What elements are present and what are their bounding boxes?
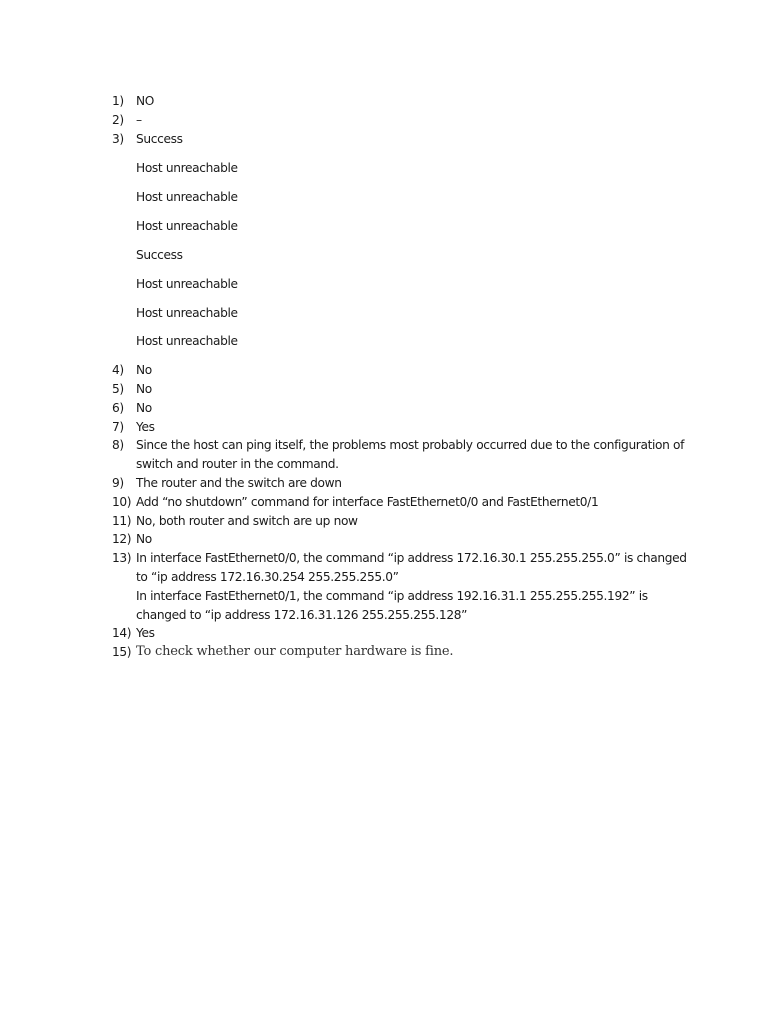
item-number: 10) [112, 494, 132, 509]
item-text: No [136, 532, 152, 547]
item-text: No, both router and switch are up now [136, 513, 358, 528]
item-text: No [136, 400, 152, 415]
item-number: 3) [112, 131, 124, 146]
list-item [112, 361, 712, 380]
item-text: The router and the switch are down [136, 476, 342, 491]
ping-result: Host unreachable [136, 276, 238, 291]
list-item [112, 624, 712, 643]
item-text: – [136, 112, 142, 127]
ping-result: Host unreachable [136, 218, 238, 233]
item-number: 1) [112, 94, 124, 108]
item-text: switch and router in the command. [136, 457, 339, 472]
item-text: No [136, 382, 152, 397]
item-text: to “ip address 172.16.30.254 255.255.255.0” [136, 570, 399, 585]
list-item [112, 643, 712, 662]
list-item [112, 380, 712, 399]
item-text: Yes [136, 419, 155, 434]
list-item [112, 549, 712, 624]
item-number: 4) [112, 363, 124, 378]
item-number: 14) [112, 626, 132, 641]
item-text: Since the host can ping itself, the problems most probably occurred due to the configuration of [136, 438, 685, 453]
item-number: 7) [112, 419, 124, 434]
list-item [112, 512, 712, 531]
item-number: 11) [112, 513, 132, 528]
list-item [112, 418, 712, 437]
item-text: changed to “ip address 172.16.31.126 255.255.255.128” [136, 607, 468, 622]
item-text: In interface FastEthernet0/1, the command “ip address 192.16.31.1 255.255.255.192” is [136, 588, 648, 603]
list-item [112, 399, 712, 418]
item-text: To check whether our computer hardware is fine. [136, 644, 454, 660]
item-text: Success [136, 131, 183, 146]
ping-result: Success [136, 247, 183, 262]
item-number: 2) [112, 112, 124, 127]
ping-result: Host unreachable [136, 189, 238, 204]
item-text: Yes [136, 626, 155, 641]
item-text: No [136, 363, 152, 378]
item-number: 12) [112, 532, 132, 547]
item-text: In interface FastEthernet0/0, the command “ip address 172.16.30.1 255.255.255.0” is changed [136, 551, 687, 566]
item-text: NO [136, 94, 155, 108]
ping-result: Host unreachable [136, 160, 238, 175]
item-text: Add “no shutdown” command for interface FastEthernet0/0 and FastEthernet0/1 [136, 494, 599, 509]
item-number: 13) [112, 551, 132, 566]
list-item [112, 92, 712, 111]
item-number: 15) [112, 645, 132, 660]
ping-result: Host unreachable [136, 305, 238, 320]
list-item [112, 130, 712, 362]
list-item [112, 111, 712, 130]
list-item [112, 530, 712, 549]
item-number: 9) [112, 476, 124, 491]
ping-result: Host unreachable [136, 334, 238, 349]
item-number: 8) [112, 438, 124, 453]
list-item [112, 436, 712, 474]
item-number: 5) [112, 382, 124, 397]
list-item [112, 474, 712, 493]
answer-list [112, 92, 712, 662]
item-number: 6) [112, 400, 124, 415]
list-item [112, 493, 712, 512]
